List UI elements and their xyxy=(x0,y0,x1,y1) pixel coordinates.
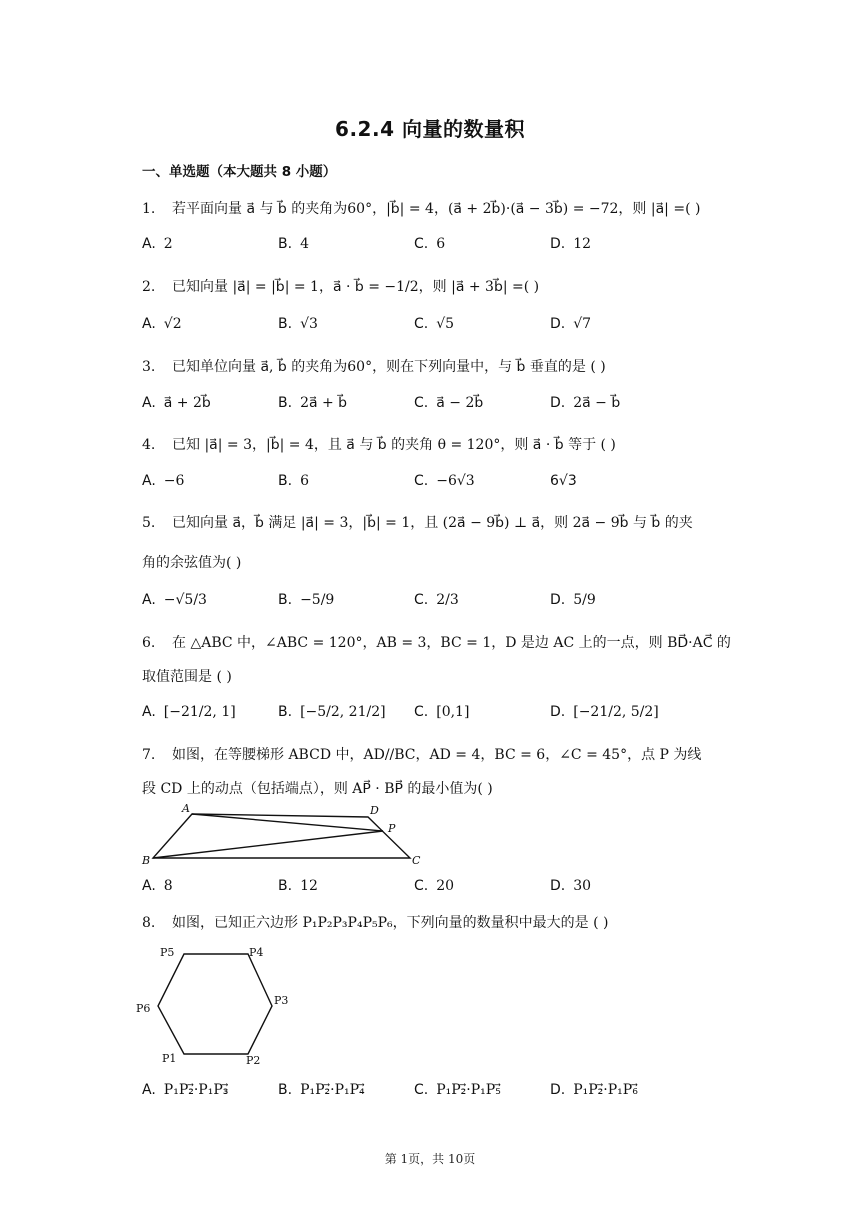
option-a: A. √2 xyxy=(142,316,182,332)
question-5-stem-continued: 角的余弦值为( ) xyxy=(142,555,242,571)
trapezoid-abcd xyxy=(153,814,410,858)
question-7-options xyxy=(142,878,762,904)
option-c: C. 20 xyxy=(414,878,455,894)
question-2-stem xyxy=(142,276,539,296)
question-text: 如图，在等腰梯形 ABCD 中，AD//BC，AD = 4，BC = 6，∠C = 45°，点 P 为线 xyxy=(172,747,702,763)
option-c: C. √5 xyxy=(414,316,455,332)
option-a: A. [−21/2, 1] xyxy=(142,704,236,720)
question-text: 已知单位向量 a⃗, b⃗ 的夹角为60°，则在下列向量中，与 b⃗ 垂直的是 ( ) xyxy=(172,359,606,375)
label-p: P xyxy=(388,822,396,835)
option-d: D. [−21/2, 5/2] xyxy=(550,704,659,720)
option-b: B. −5/9 xyxy=(278,592,335,608)
option-b: B. 12 xyxy=(278,878,318,894)
question-number: 1. xyxy=(142,201,156,217)
label-c: C xyxy=(412,854,421,867)
question-text: 已知 |a⃗| = 3，|b⃗| = 4，且 a⃗ 与 b⃗ 的夹角 θ = 120°，则 a⃗ · b⃗ 等于 ( ) xyxy=(172,437,616,453)
question-text: 已知向量 a⃗，b⃗ 满足 |a⃗| = 3，|b⃗| = 1，且 (2a⃗ − 9b⃗) ⊥ a⃗，则 2a⃗ − 9b⃗ 与 b⃗ 的夹 xyxy=(172,515,693,531)
option-c: C. a⃗ − 2b⃗ xyxy=(414,395,484,411)
segment-bp xyxy=(153,831,383,858)
option-b: B. 6 xyxy=(278,473,309,489)
label-p4: P4 xyxy=(249,946,264,959)
hexagon-figure xyxy=(136,942,296,1074)
question-8-stem xyxy=(142,912,608,932)
question-text: 如图，已知正六边形 P₁P₂P₃P₄P₅P₆，下列向量的数量积中最大的是 ( ) xyxy=(172,915,609,931)
question-text: 已知向量 |a⃗| = |b⃗| = 1，a⃗ · b⃗ = −1/2，则 |a⃗ + 3b⃗| =( ) xyxy=(172,279,540,295)
option-b: B. 4 xyxy=(278,236,309,252)
page-footer: 第 1页，共 10页 xyxy=(384,1152,476,1166)
option-a: A. a⃗ + 2b⃗ xyxy=(142,395,211,411)
section-heading: 一、单选题（本大题共 8 小题） xyxy=(142,164,337,180)
label-p2: P2 xyxy=(246,1054,261,1067)
question-6-options xyxy=(142,704,762,730)
label-p1: P1 xyxy=(162,1052,177,1065)
question-number: 7. xyxy=(142,747,156,763)
question-number: 2. xyxy=(142,279,156,295)
label-a: A xyxy=(182,802,190,815)
question-1-options xyxy=(142,236,762,262)
question-8-options xyxy=(142,1082,762,1108)
option-b: B. √3 xyxy=(278,316,318,332)
label-p6: P6 xyxy=(136,1002,151,1015)
label-p3: P3 xyxy=(274,994,289,1007)
question-7-stem xyxy=(142,744,701,764)
question-number: 6. xyxy=(142,635,156,651)
option-b: B. P₁P₂⃗·P₁P₄⃗ xyxy=(278,1082,365,1098)
question-4-options xyxy=(142,473,762,499)
question-number: 4. xyxy=(142,437,156,453)
option-a: A. P₁P₂⃗·P₁P₃⃗ xyxy=(142,1082,229,1098)
question-3-stem xyxy=(142,356,606,376)
option-d: D. P₁P₂⃗·P₁P₆⃗ xyxy=(550,1082,638,1098)
question-text: 若平面向量 a⃗ 与 b⃗ 的夹角为60°，|b⃗| = 4，(a⃗ + 2b⃗)·(a⃗ − 3b⃗) = −72，则 |a⃗| =( ) xyxy=(172,201,701,217)
option-c: C. −6√3 xyxy=(414,473,475,489)
trapezoid-figure xyxy=(140,802,430,872)
question-number: 5. xyxy=(142,515,156,531)
option-b: B. [−5/2, 21/2] xyxy=(278,704,386,720)
question-4-stem xyxy=(142,434,616,454)
question-3-options xyxy=(142,395,762,421)
option-c: C. P₁P₂⃗·P₁P₅⃗ xyxy=(414,1082,501,1098)
question-1-stem xyxy=(142,198,700,218)
option-a: A. 8 xyxy=(142,878,173,894)
question-5-stem xyxy=(142,512,693,532)
label-d: D xyxy=(370,804,379,817)
question-number: 8. xyxy=(142,915,156,931)
option-d: D. 2a⃗ − b⃗ xyxy=(550,395,621,411)
option-d: D. 30 xyxy=(550,878,592,894)
label-b: B xyxy=(142,854,151,867)
question-text: 在 △ABC 中，∠ABC = 120°，AB = 3，BC = 1，D 是边 AC 上的一点，则 BD⃗·AC⃗ 的 xyxy=(172,635,731,651)
option-d: D. √7 xyxy=(550,316,592,332)
option-c: C. 2/3 xyxy=(414,592,459,608)
option-b: B. 2a⃗ + b⃗ xyxy=(278,395,348,411)
question-number: 3. xyxy=(142,359,156,375)
question-5-options xyxy=(142,592,762,618)
label-p5: P5 xyxy=(160,946,175,959)
option-a: A. 2 xyxy=(142,236,173,252)
question-6-stem xyxy=(142,632,731,652)
option-d: 6√3 xyxy=(550,473,577,489)
question-7-stem-continued: 段 CD 上的动点（包括端点），则 AP⃗ · BP⃗ 的最小值为( ) xyxy=(142,781,493,797)
option-c: C. [0,1] xyxy=(414,704,470,720)
question-6-stem-continued: 取值范围是 ( ) xyxy=(142,669,232,685)
question-2-options xyxy=(142,316,762,342)
option-a: A. −6 xyxy=(142,473,185,489)
option-d: D. 12 xyxy=(550,236,592,252)
regular-hexagon xyxy=(158,954,272,1054)
option-c: C. 6 xyxy=(414,236,446,252)
page-title: 6.2.4 向量的数量积 xyxy=(335,117,525,141)
option-d: D. 5/9 xyxy=(550,592,596,608)
option-a: A. −√5/3 xyxy=(142,592,207,608)
